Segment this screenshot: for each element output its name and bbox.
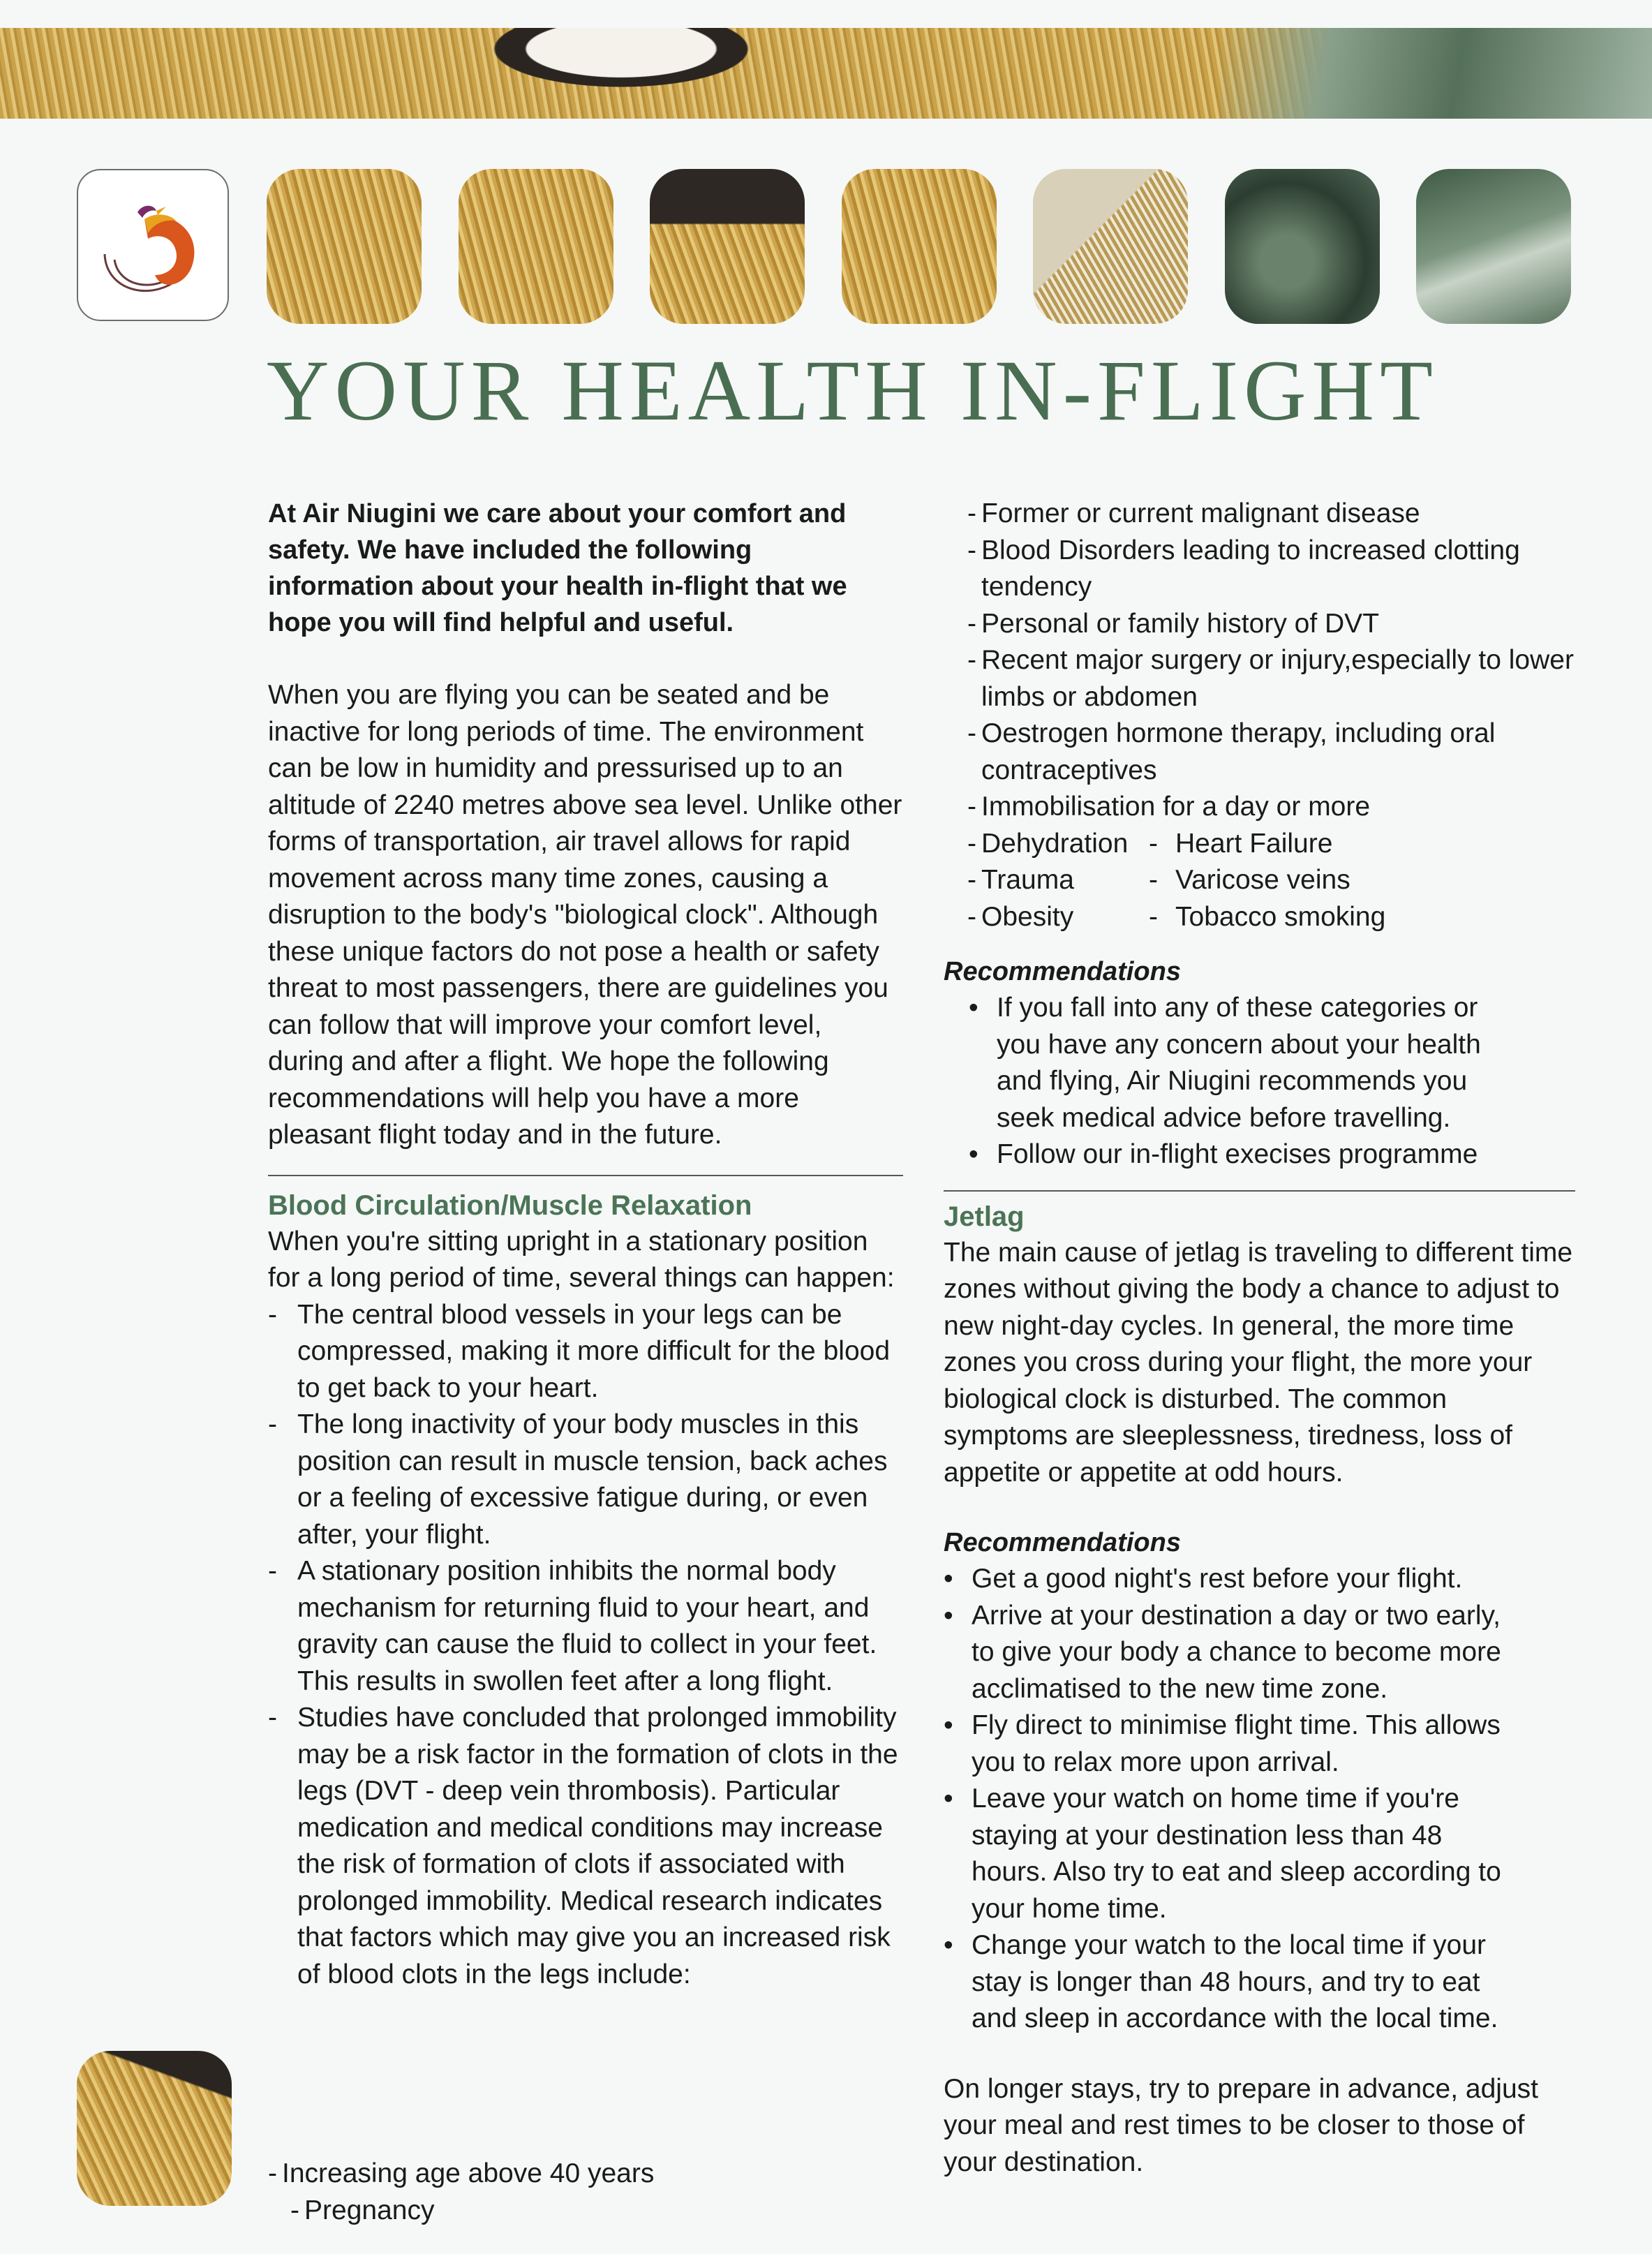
corner-photo-tile [77,2051,232,2206]
intro-bold-text: At Air Niugini we care about your comfort and safety. We have included the following information about your health in-flight that we hope you will find helpful and useful. [268,499,847,637]
risk-factor-item: - Immobilisation for a day or more [967,792,1371,822]
risk-factors-start [268,2156,757,2229]
list-item: • Leave your watch on home time if you're staying at your destination less than 48 hours. Also try to eat and sleep according to your home time. [944,1784,1501,1924]
risk-factor-pair: - Obesity - Tobacco smoking [967,901,1386,932]
list-item: - Studies have concluded that prolonged immobility may be a risk factor in the formation of clots in the legs (DVT - deep vein thrombosis). Particular medication and medical conditions may increase the risk of formation of clots if associated with prolonged immobility. Medical research indicates that factors which may give you an increased risk of blood clots in the legs include: [268,1703,898,1989]
risk-factor-pair: - Dehydration - Heart Failure [967,828,1333,859]
dvt-recommendations-list [944,990,1513,1173]
risk-factor-item: - Blood Disorders leading to increased clotting tendency [967,535,1520,602]
list-item: • Change your watch to the local time if your stay is longer than 48 hours, and try to eat and sleep in accordance with the local time. [944,1930,1498,2033]
risk-factor-item: - Recent major surgery or injury,especially to lower limbs or abdomen [967,645,1574,712]
list-item: • Arrive at your destination a day or two early, to give your body a chance to become more acclimatised to the new time zone. [944,1600,1501,1704]
photo-tile [842,169,997,324]
jetlag-recommendations-heading: Recommendations [944,1528,1181,1557]
photo-tile [1225,169,1380,324]
header-photo-banner [0,28,1652,119]
risk-factor-item: - Former or current malignant disease [967,498,1420,528]
jetlag-heading: Jetlag [944,1201,1025,1232]
intro-body-text: When you are flying you can be seated and be inactive for long periods of time. The environment can be low in humidity and pressurised up to an altitude of 2240 metres above sea level. Unlike other forms of transportation, air travel allows for rapid movement across many time zones, causing a disruption to the body's "biological clock". Although these unique factors do not pose a health or safety threat to most passengers, there are guidelines you can follow that will improve your comfort level, during and after a flight. We hope the following recommendations will help you have a more pleasant flight today and in the future. [268,680,902,1150]
photo-tile [459,169,613,324]
right-column [944,496,1575,2181]
blood-circulation-lead: When you're sitting upright in a stationary position for a long period of time, several things can happen: [268,1226,895,1293]
risk-factor-item: - Personal or family history of DVT [967,608,1380,639]
list-item: - The central blood vessels in your legs can be compressed, making it more difficult for the blood to get back to your heart. [268,1299,891,1403]
risk-factor-item: - Increasing age above 40 years [268,2158,655,2188]
risk-factor-list [944,496,1575,935]
list-item: • Get a good night's rest before your flight. [944,1564,1463,1594]
bird-of-paradise-logo-icon [78,170,228,320]
air-niugini-logo [77,169,229,321]
jetlag-closing-text: On longer stays, try to prepare in advance, adjust your meal and rest times to be closer to those of your destination. [944,2073,1538,2177]
photo-tile [1416,169,1571,324]
photo-tile [1033,169,1188,324]
risk-factor-item: - Oestrogen hormone therapy, including oral contraceptives [967,718,1496,785]
list-item: - The long inactivity of your body muscles in this position can result in muscle tension, back aches or a feeling of excessive fatigue during, or even after, your flight. [268,1409,888,1550]
risk-factor-item: - Pregnancy [290,2195,435,2225]
blood-circulation-heading: Blood Circulation/Muscle Relaxation [268,1189,752,1221]
list-item: • Follow our in-flight execises programme [969,1139,1478,1169]
list-item: • Fly direct to minimise flight time. This allows you to relax more upon arrival. [944,1710,1501,1777]
section-divider [268,1175,903,1176]
page-title: YOUR HEALTH IN-FLIGHT [267,343,1438,438]
dvt-recommendations-heading: Recommendations [944,957,1181,986]
blood-circulation-list [268,1297,903,1994]
leaf-photo-strip [1219,28,1652,119]
photo-tile [650,169,805,324]
section-divider [944,1190,1575,1192]
list-item: - A stationary position inhibits the normal body mechanism for returning fluid to your heart, and gravity can cause the fluid to collect in your feet. This results in swollen feet after a long flight. [268,1556,877,1696]
jetlag-recommendations-list [944,1561,1516,2038]
risk-factor-pair: - Trauma - Varicose veins [967,865,1350,895]
list-item: • If you fall into any of these categories or you have any concern about your health and flying, Air Niugini recommends you seek medical advice before travelling. [969,993,1481,1133]
jetlag-body: The main cause of jetlag is traveling to different time zones without giving the body a chance to adjust to new night-day cycles. In general, the more time zones you cross during your flight, the more your biological clock is disturbed. The common symptoms are sleeplessness, tiredness, loss of appetite or appetite at odd hours. [944,1237,1573,1488]
photo-tile [267,169,422,324]
left-column [268,496,903,1993]
